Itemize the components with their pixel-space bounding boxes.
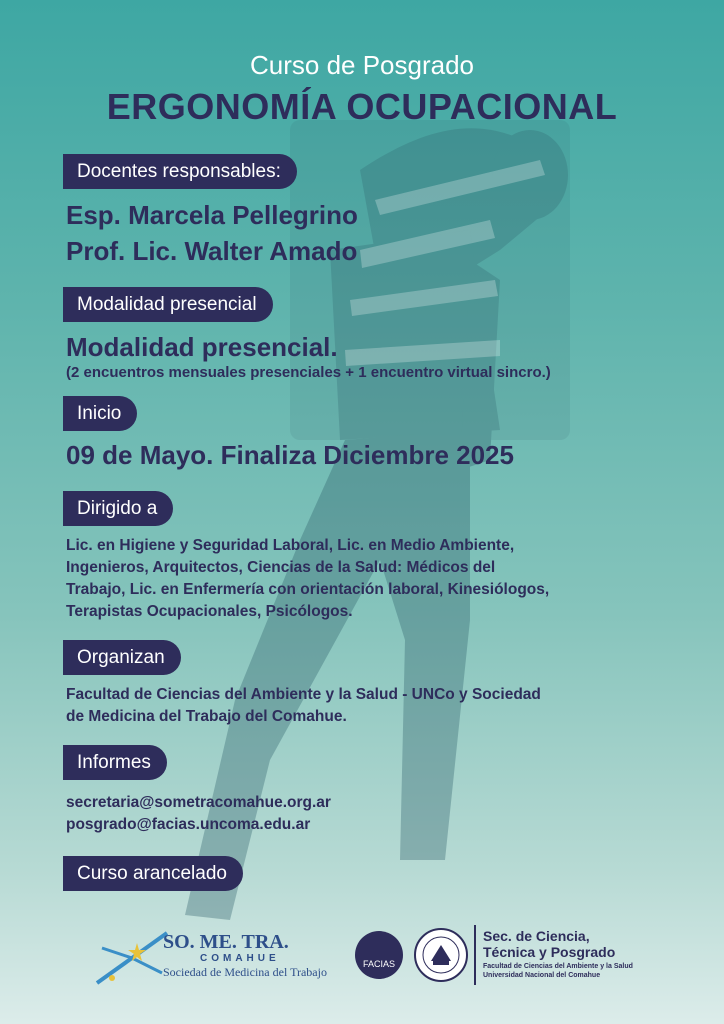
uncoma-seal-icon <box>413 927 469 983</box>
sometra-fullname: Sociedad de Medicina del Trabajo <box>163 965 327 979</box>
docente-2: Prof. Lic. Walter Amado <box>66 236 358 266</box>
secretaria-line-2: Técnica y Posgrado <box>483 944 616 960</box>
course-title: ERGONOMÍA OCUPACIONAL <box>106 86 618 127</box>
section-label-informes: Informes <box>63 745 167 780</box>
section-label-modalidad: Modalidad presencial <box>63 287 273 322</box>
dirigido-line-3: Trabajo, Lic. en Enfermería con orientación laboral, Kinesiólogos, <box>66 581 550 598</box>
section-label-inicio: Inicio <box>63 396 137 431</box>
inicio-value: 09 de Mayo. Finaliza Diciembre 2025 <box>66 440 514 470</box>
secretaria-university: Universidad Nacional del Comahue <box>483 972 601 979</box>
facias-logo-icon <box>355 931 403 979</box>
dirigido-line-1: Lic. en Higiene y Seguridad Laboral, Lic. en Medio Ambiente, <box>66 537 515 554</box>
docente-1: Esp. Marcela Pellegrino <box>66 200 358 230</box>
sometra-region: COMAHUE <box>200 953 280 964</box>
facias-logo-text: FACIAS <box>362 959 395 969</box>
email-sometra[interactable]: secretaria@sometracomahue.org.ar <box>66 794 331 811</box>
badge-curso-arancelado: Curso arancelado <box>63 856 243 891</box>
sometra-acronym: SO. ME. TRA. <box>163 931 289 953</box>
organizan-line-1: Facultad de Ciencias del Ambiente y la Salud - UNCo y Sociedad <box>66 686 541 703</box>
secretaria-faculty: Facultad de Ciencias del Ambiente y la Salud <box>483 963 633 970</box>
dirigido-line-4: Terapistas Ocupacionales, Psicólogos. <box>66 603 353 620</box>
email-facias[interactable]: posgrado@facias.uncoma.edu.ar <box>66 816 311 833</box>
modalidad-value: Modalidad presencial. <box>66 332 338 362</box>
dirigido-line-2: Ingenieros, Arquitectos, Ciencias de la Salud: Médicos del <box>66 559 496 576</box>
sometra-star-logo-icon <box>92 923 172 993</box>
course-type: Curso de Posgrado <box>249 50 475 80</box>
section-label-organizan: Organizan <box>63 640 181 675</box>
organizan-line-2: de Medicina del Trabajo del Comahue. <box>66 708 347 725</box>
footer-divider <box>474 925 476 985</box>
secretaria-line-1: Sec. de Ciencia, <box>483 928 590 944</box>
section-label-dirigido: Dirigido a <box>63 491 173 526</box>
modalidad-detail: (2 encuentros mensuales presenciales + 1 encuentro virtual sincro.) <box>66 364 551 381</box>
footer-logos <box>0 905 724 1024</box>
section-label-docentes: Docentes responsables: <box>63 154 297 189</box>
